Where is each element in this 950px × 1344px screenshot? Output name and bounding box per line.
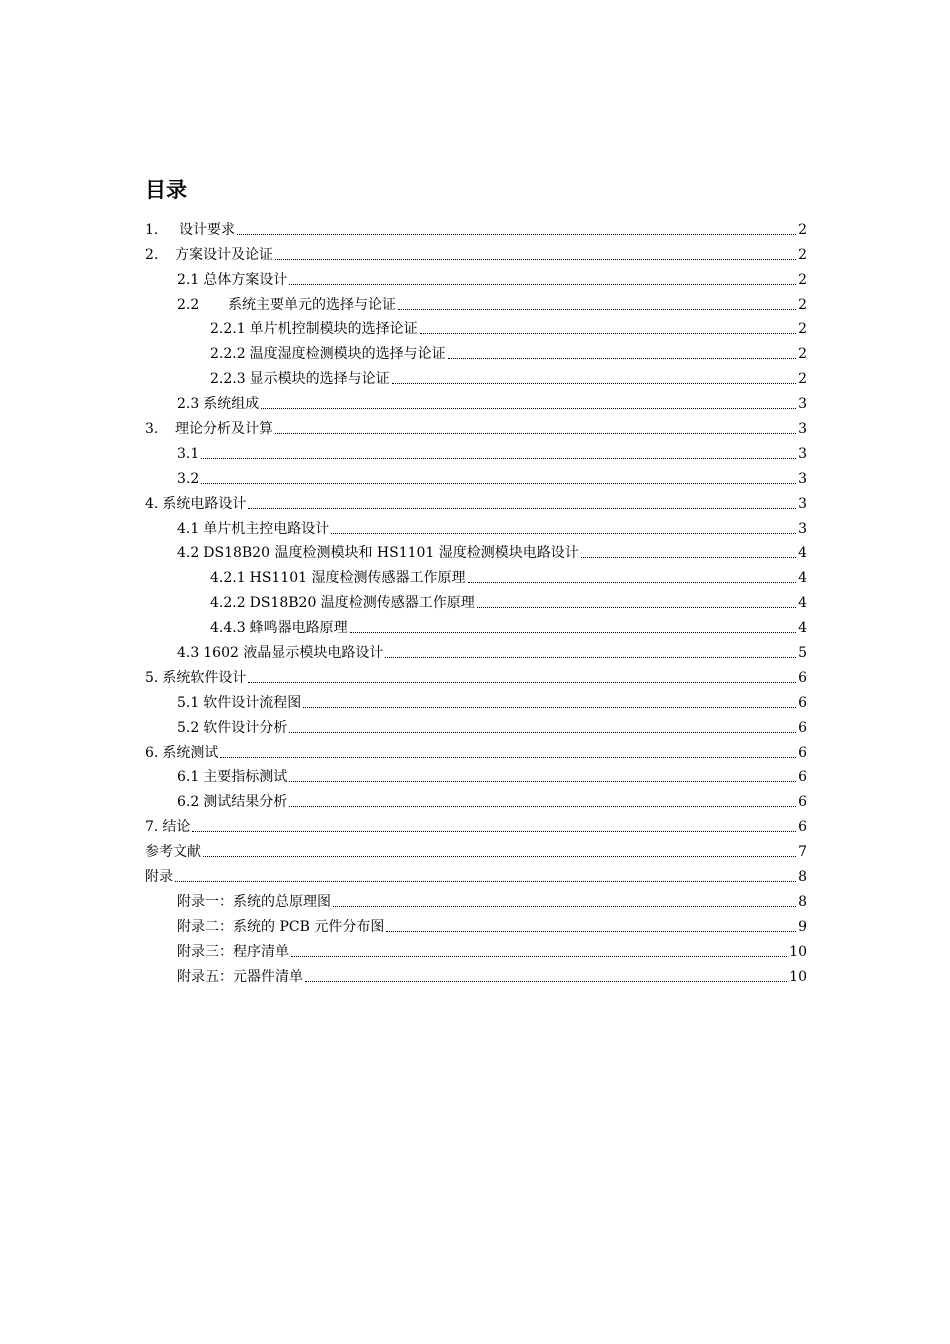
toc-dot-leader bbox=[201, 483, 796, 484]
toc-page-number: 10 bbox=[789, 943, 807, 960]
toc-entry-title: 总体方案设计 bbox=[203, 271, 288, 288]
toc-entry-title: 显示模块的选择与论证 bbox=[249, 371, 390, 388]
toc-dot-leader bbox=[305, 981, 787, 982]
toc-entry-title: 主要指标测试 bbox=[203, 769, 288, 786]
toc-dot-leader bbox=[291, 956, 787, 957]
toc-page-number: 3 bbox=[798, 445, 807, 462]
toc-dot-leader bbox=[420, 333, 796, 334]
toc-entry-title: 温度湿度检测模块的选择与论证 bbox=[249, 346, 446, 363]
toc-entry-number: 7. bbox=[145, 819, 159, 836]
toc-entry[interactable] bbox=[145, 241, 807, 266]
toc-entry-number: 5. bbox=[145, 669, 159, 686]
toc-page-number: 4 bbox=[798, 595, 807, 612]
toc-entry-number: 5.1 bbox=[177, 694, 200, 711]
toc-entry[interactable] bbox=[145, 316, 807, 341]
toc-page-number: 9 bbox=[798, 918, 807, 935]
toc-entry-number: 2.2.1 bbox=[210, 321, 246, 338]
toc-entry-number: 6. bbox=[145, 744, 159, 761]
toc-entry-title: 1602 液晶显示模块电路设计 bbox=[203, 645, 384, 662]
toc-page-number: 7 bbox=[798, 844, 807, 861]
toc-entry[interactable] bbox=[145, 564, 807, 589]
toc-entry-number: 4.4.3 bbox=[210, 620, 246, 637]
toc-entry-title: 方案设计及论证 bbox=[175, 246, 273, 263]
table-of-contents bbox=[145, 216, 807, 988]
toc-entry-title: 设计要求 bbox=[179, 221, 235, 238]
toc-page-number: 2 bbox=[798, 246, 807, 263]
toc-entry-title: 单片机主控电路设计 bbox=[203, 520, 330, 537]
toc-page-number: 3 bbox=[798, 520, 807, 537]
toc-entry[interactable] bbox=[145, 340, 807, 365]
toc-page-number: 5 bbox=[798, 645, 807, 662]
toc-dot-leader bbox=[468, 582, 797, 583]
toc-dot-leader bbox=[303, 707, 796, 708]
toc-page-number: 8 bbox=[798, 893, 807, 910]
toc-dot-leader bbox=[275, 259, 796, 260]
toc-entry-title: 附录 bbox=[145, 869, 173, 886]
toc-page-number: 3 bbox=[798, 421, 807, 438]
toc-entry-number: 4.3 bbox=[177, 645, 200, 662]
toc-entry-number: 5.2 bbox=[177, 719, 200, 736]
toc-dot-leader bbox=[201, 458, 796, 459]
toc-page-number: 2 bbox=[798, 296, 807, 313]
toc-entry-number: 2.2.3 bbox=[210, 371, 246, 388]
toc-dot-leader bbox=[331, 533, 796, 534]
toc-entry-title: 理论分析及计算 bbox=[175, 421, 273, 438]
toc-page-number: 4 bbox=[798, 620, 807, 637]
toc-dot-leader bbox=[581, 557, 796, 558]
toc-page-number: 10 bbox=[789, 968, 807, 985]
toc-entry[interactable] bbox=[145, 365, 807, 390]
toc-dot-leader bbox=[175, 881, 796, 882]
toc-entry[interactable] bbox=[145, 739, 807, 764]
toc-entry-title: 附录二：系统的 PCB 元件分布图 bbox=[177, 918, 385, 935]
toc-page-number: 4 bbox=[798, 570, 807, 587]
toc-page-number: 3 bbox=[798, 470, 807, 487]
toc-entry[interactable] bbox=[145, 764, 807, 789]
toc-entry[interactable] bbox=[145, 888, 807, 913]
toc-entry-number: 2.2.2 bbox=[210, 346, 246, 363]
toc-dot-leader bbox=[289, 284, 796, 285]
toc-dot-leader bbox=[392, 383, 796, 384]
toc-entry-title: 附录一：系统的总原理图 bbox=[177, 893, 331, 910]
toc-entry-title: DS18B20 温度检测传感器工作原理 bbox=[249, 595, 475, 612]
toc-page-number: 3 bbox=[798, 396, 807, 413]
toc-dot-leader bbox=[248, 682, 796, 683]
toc-entry[interactable] bbox=[145, 938, 807, 963]
toc-dot-leader bbox=[261, 408, 796, 409]
toc-dot-leader bbox=[289, 732, 796, 733]
toc-page-number: 6 bbox=[798, 819, 807, 836]
toc-page-number: 6 bbox=[798, 794, 807, 811]
toc-entry-title: 单片机控制模块的选择论证 bbox=[249, 321, 418, 338]
toc-entry-number: 1. bbox=[145, 221, 159, 238]
toc-entry-number: 4.1 bbox=[177, 520, 200, 537]
toc-page-number: 6 bbox=[798, 669, 807, 686]
toc-entry-number: 2.2 bbox=[177, 296, 200, 313]
toc-page-number: 4 bbox=[798, 545, 807, 562]
toc-entry[interactable] bbox=[145, 490, 807, 515]
toc-page-number: 2 bbox=[798, 321, 807, 338]
toc-entry-number: 3. bbox=[145, 421, 159, 438]
toc-entry-title: 蜂鸣器电路原理 bbox=[249, 620, 348, 637]
toc-dot-leader bbox=[289, 781, 796, 782]
toc-entry[interactable] bbox=[145, 664, 807, 689]
toc-page-number: 2 bbox=[798, 346, 807, 363]
toc-dot-leader bbox=[350, 632, 796, 633]
toc-page-number: 6 bbox=[798, 694, 807, 711]
toc-dot-leader bbox=[275, 433, 796, 434]
toc-entry[interactable] bbox=[145, 838, 807, 863]
toc-dot-leader bbox=[333, 906, 796, 907]
toc-entry[interactable] bbox=[145, 913, 807, 938]
toc-entry[interactable] bbox=[145, 465, 807, 490]
toc-page-number: 2 bbox=[798, 371, 807, 388]
toc-page-number: 6 bbox=[798, 719, 807, 736]
toc-entry-title: 系统测试 bbox=[162, 744, 219, 761]
toc-entry[interactable] bbox=[145, 788, 807, 813]
toc-entry[interactable] bbox=[145, 291, 807, 316]
toc-page-number: 3 bbox=[798, 495, 807, 512]
toc-entry-title: HS1101 湿度检测传感器工作原理 bbox=[249, 570, 466, 587]
toc-entry[interactable] bbox=[145, 639, 807, 664]
toc-dot-leader bbox=[398, 309, 796, 310]
toc-entry-title: 系统主要单元的选择与论证 bbox=[228, 296, 396, 313]
toc-dot-leader bbox=[237, 234, 796, 235]
toc-entry[interactable] bbox=[145, 813, 807, 838]
toc-dot-leader bbox=[192, 831, 796, 832]
toc-entry[interactable] bbox=[145, 216, 807, 241]
toc-page-number: 8 bbox=[798, 869, 807, 886]
toc-entry[interactable] bbox=[145, 614, 807, 639]
toc-entry[interactable] bbox=[145, 589, 807, 614]
toc-entry[interactable] bbox=[145, 714, 807, 739]
toc-dot-leader bbox=[477, 607, 796, 608]
toc-entry[interactable] bbox=[145, 515, 807, 540]
toc-entry-title: 软件设计分析 bbox=[203, 719, 288, 736]
toc-entry-number: 3.1 bbox=[177, 445, 200, 462]
toc-dot-leader bbox=[385, 657, 796, 658]
toc-entry-title: 软件设计流程图 bbox=[203, 694, 302, 711]
toc-entry[interactable] bbox=[145, 415, 807, 440]
toc-entry[interactable] bbox=[145, 390, 807, 415]
toc-page-number: 2 bbox=[798, 271, 807, 288]
toc-entry-number: 4.2 bbox=[177, 545, 200, 562]
toc-entry[interactable] bbox=[145, 689, 807, 714]
toc-dot-leader bbox=[289, 806, 796, 807]
toc-entry-number: 2. bbox=[145, 246, 159, 263]
toc-entry-number: 4. bbox=[145, 495, 159, 512]
toc-entry-number: 2.1 bbox=[177, 271, 200, 288]
toc-entry-title: 参考文献 bbox=[145, 844, 201, 861]
toc-page-number: 2 bbox=[798, 221, 807, 238]
toc-title: 目录 bbox=[145, 178, 187, 202]
toc-entry-title: 附录五：元器件清单 bbox=[177, 968, 303, 985]
toc-entry-title: 测试结果分析 bbox=[203, 794, 288, 811]
toc-page-number: 6 bbox=[798, 744, 807, 761]
toc-entry-number: 4.2.2 bbox=[210, 595, 246, 612]
toc-entry-title: DS18B20 温度检测模块和 HS1101 湿度检测模块电路设计 bbox=[203, 545, 579, 562]
toc-page-number: 6 bbox=[798, 769, 807, 786]
toc-entry-title: 系统软件设计 bbox=[162, 669, 247, 686]
toc-entry-number: 3.2 bbox=[177, 470, 200, 487]
toc-entry-title: 系统电路设计 bbox=[162, 495, 247, 512]
toc-dot-leader bbox=[220, 757, 796, 758]
toc-entry[interactable] bbox=[145, 540, 807, 565]
toc-entry-number: 2.3 bbox=[177, 396, 200, 413]
toc-entry-number: 6.1 bbox=[177, 769, 200, 786]
toc-entry-number: 6.2 bbox=[177, 794, 200, 811]
toc-dot-leader bbox=[386, 931, 796, 932]
toc-entry[interactable] bbox=[145, 863, 807, 888]
toc-dot-leader bbox=[203, 856, 796, 857]
toc-entry-title: 附录三：程序清单 bbox=[177, 943, 289, 960]
toc-entry[interactable] bbox=[145, 963, 807, 988]
toc-entry-number: 4.2.1 bbox=[210, 570, 246, 587]
toc-dot-leader bbox=[248, 508, 796, 509]
toc-entry-title: 结论 bbox=[162, 819, 191, 836]
toc-entry-title: 系统组成 bbox=[203, 396, 260, 413]
toc-entry[interactable] bbox=[145, 440, 807, 465]
toc-entry[interactable] bbox=[145, 266, 807, 291]
toc-dot-leader bbox=[448, 358, 796, 359]
